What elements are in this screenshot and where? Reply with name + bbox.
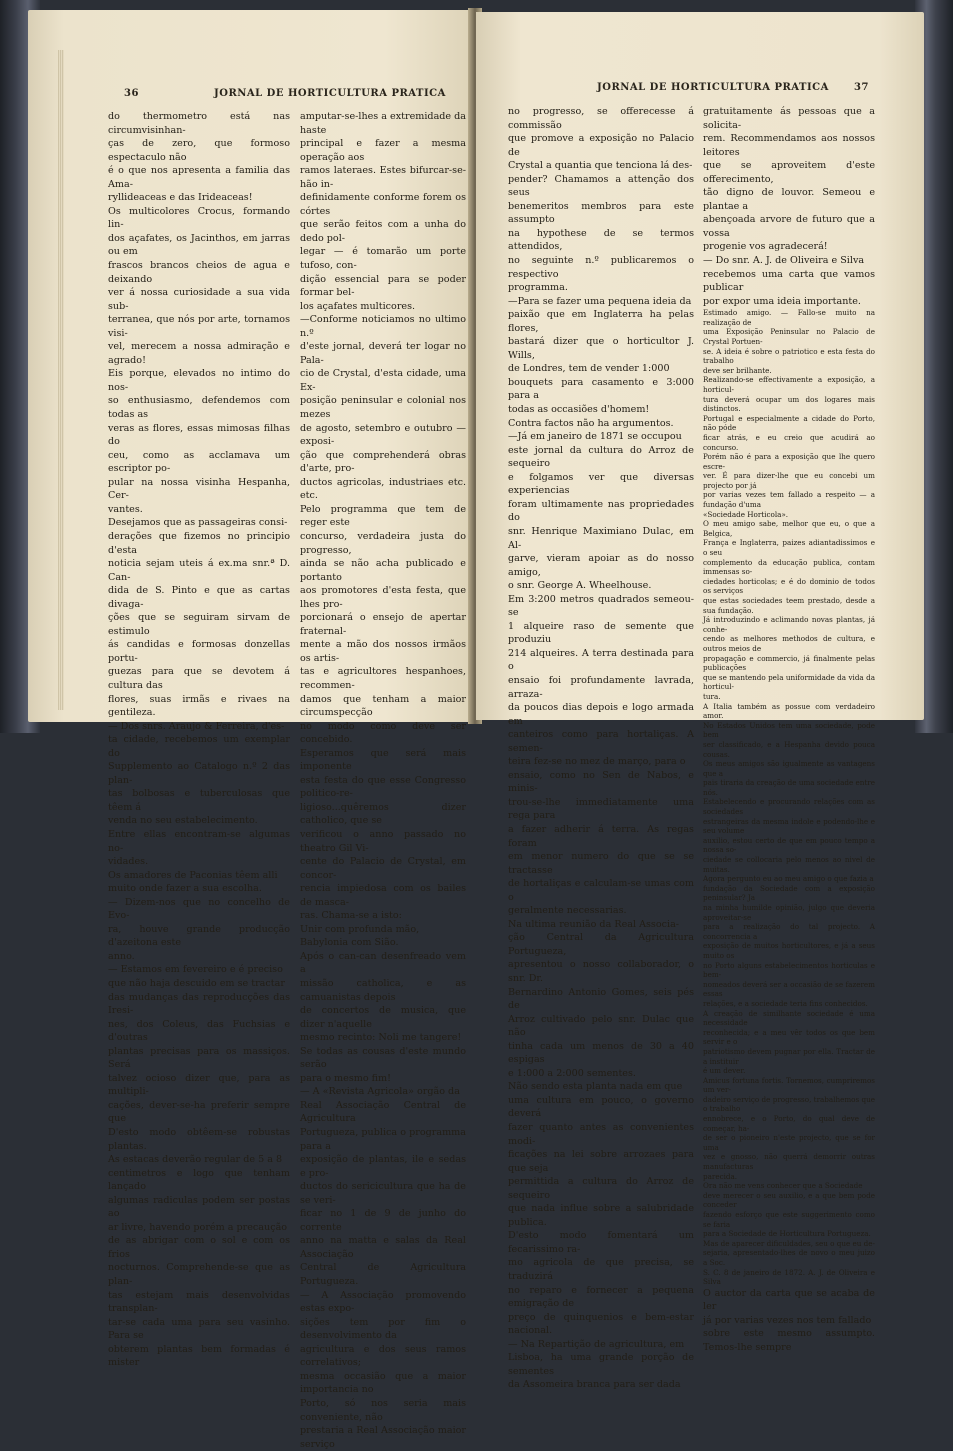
text-line: Porto, só nos seria mais conveniente, não: [300, 1397, 466, 1423]
text-line: garve, vieram apoiar as do nosso amigo,: [508, 553, 694, 578]
text-line: que se aproveitem d'este offerecimento,: [703, 160, 875, 185]
text-line: talvez ocioso dizer que, para as multipli-: [108, 1072, 290, 1098]
text-line: no seguinte n.º publicaremos o respectivo: [508, 255, 694, 280]
text-line: dida de S. Pinto e que as cartas divaga-: [108, 585, 290, 610]
text-line: noticia sejam uteis á ex.ma snr.ª D. Can-: [108, 558, 290, 583]
text-line: estrangeiras da mesma indole e podendo-lhe e seu volume: [703, 816, 875, 836]
text-line: ennobrece, e o Porto, do qual deve de começar, ha-: [703, 1114, 875, 1133]
text-line: parecida.: [703, 1171, 738, 1181]
text-line: tas e agricultores hespanhoes, recommen-: [300, 666, 466, 691]
text-line: este jornal da cultura do Arroz de sequeiro: [508, 444, 694, 470]
text-line: tura deverá ocupar um dos logares mais distinctos.: [703, 394, 875, 414]
page-edges: [58, 50, 64, 710]
text-line: Portugueza, publica o programma para a: [300, 1127, 466, 1152]
text-line: Realizando-se effectivamente a exposição, a horticul-: [703, 375, 875, 394]
text-line: missão catholica, e as camuanistas depois: [300, 978, 466, 1003]
text-line: deve merecer o seu auxilio, e a que bem pode conceder: [703, 1190, 875, 1210]
text-line: Lisboa, ha uma grande porção de sementes: [508, 1352, 694, 1377]
text-line: para a realização do tal projecto. A concorrencia a: [703, 922, 875, 941]
text-line: Porém não é para a exposição que lhe quero escre-: [703, 452, 875, 471]
text-line: ção que comprehenderá obras d'arte, pro-: [300, 449, 466, 475]
text-line: patriotismo devem pugnar por ella. Tractar de a instituir: [703, 1046, 875, 1066]
text-line: plantas precisas para os massiços. Será: [108, 1045, 290, 1071]
text-line: verificou o anno passado no theatro Gil Vi-: [300, 828, 466, 854]
text-line: — Estamos em fevereiro e é preciso: [108, 964, 283, 976]
left-page: [28, 10, 474, 1450]
text-line: nocturnos. Comprehende-se que as plan-: [108, 1262, 290, 1288]
text-line: sobre este mesmo assumpto. Temos-lhe sempre: [703, 1328, 875, 1353]
text-line: complemento da educação publica, contam immensas so-: [703, 557, 875, 577]
text-line: — Dos snrs. Araujo & Ferreira, d'es-: [108, 720, 285, 732]
text-line: mesma occasião que a maior importancia no: [300, 1370, 466, 1396]
text-line: tão digno de louvor. Semeou e plantae a: [703, 187, 875, 212]
text-line: pais tiraria da creação de uma sociedade entre nós.: [703, 778, 875, 797]
text-line: do thermometro está nas circumvisinhan-: [108, 111, 290, 136]
text-line: fundação da Sociedade com a exposição peninsular? Ja: [703, 883, 875, 903]
text-line: Eis porque, elevados no intimo do nos-: [108, 368, 290, 393]
text-line: por varias vezes tem fallado a respeito — a fundação d'uma: [703, 490, 875, 510]
text-line: Em 3:200 metros quadrados semeou-se: [508, 593, 694, 619]
text-line: progenie vos agradecerá!: [703, 241, 828, 253]
text-line: D'esto modo obtêem-se robustas plantas.: [108, 1127, 290, 1152]
text-line: de Londres, tem de vender 1:000: [508, 363, 670, 375]
text-line: Babylonia com Sião.: [300, 937, 399, 949]
text-line: Desejamos que as passageiras consi-: [108, 517, 288, 529]
text-line: ficar atrás, e eu creio que acudirá ao concurso.: [703, 432, 875, 452]
text-line: dadeiro serviço de progresso, trabalhemos que o trabalho: [703, 1094, 875, 1114]
text-line: no reparo e fornecer a pequena emigração de: [508, 1284, 694, 1310]
text-line: exposição de plantas, ile e sedas e pro-: [300, 1154, 466, 1179]
text-line: Estimado amigo. — Fallo-se muito na realização de: [703, 308, 875, 327]
text-line: sições tem por fim o desenvolvimento da: [300, 1316, 466, 1342]
text-line: França e Inglaterra, paizes adiantadissimos e o seu: [703, 538, 875, 558]
text-line: mesmo recinto: Noli me tangere!: [300, 1032, 462, 1044]
text-line: Arroz cultivado pelo snr. Dulac que não: [508, 1013, 694, 1039]
text-line: em menor numero do que se se tractasse: [508, 851, 694, 876]
text-line: d'este jornal, deverá ter logar no Pala-: [300, 341, 466, 366]
text-line: teira fez-se no mez de março, para o: [508, 756, 686, 768]
text-line: uma cultura em pouco, o governo deverá: [508, 1094, 694, 1120]
text-line: Contra factos não ha argumentos.: [508, 417, 674, 429]
text-line: permittida a cultura do Arroz de sequeiro: [508, 1176, 694, 1201]
text-line: ensaio foi profundamente lavrada, arraza-: [508, 674, 694, 700]
text-line: vez e gnosso, não querrá demorrir outras manufacturas: [703, 1152, 875, 1172]
text-line: tas bolbosas e tuberculosas que têem á: [108, 788, 290, 813]
text-line: deve ser brilhante.: [703, 365, 772, 375]
text-line: — A «Revista Agricola» orgão da: [300, 1086, 460, 1098]
text-line: terranea, que nós por arte, tornamos visi-: [108, 314, 290, 339]
text-line: e folgamos ver que diversas experiencias: [508, 471, 694, 497]
text-line: que não haja descuido em se tractar: [108, 978, 285, 989]
text-line: da Assomeira branca para ser dada: [508, 1379, 681, 1391]
text-line: tas estejam mais desenvolvidas transplan-: [108, 1289, 290, 1315]
text-line: principal e fazer a mesma operação aos: [300, 138, 466, 163]
text-line: de agosto, setembro e outubro — exposi-: [300, 422, 466, 448]
right-running-head: JORNAL DE HORTICULTURA PRATICA: [597, 82, 829, 93]
text-line: ra, houve grande producção d'azeitona este: [108, 923, 290, 949]
text-line: pender? Chamamos a attenção dos seus: [508, 173, 694, 199]
text-line: de ser o pioneiro n'este projecto, que se for uma: [703, 1133, 875, 1152]
text-line: na hypothese de se termos attendidos,: [508, 227, 694, 253]
right-column-2: [703, 105, 875, 1355]
text-line: ás candidas e formosas donzellas portu-: [108, 639, 290, 664]
text-line: ver. É para dizer-lhe que eu concebi um projecto por já: [703, 471, 875, 490]
text-line: cações, dever-se-ha preferir sempre que: [108, 1099, 290, 1125]
text-line: preço de quinquenios e bem-estar nacional.: [508, 1311, 694, 1337]
text-line: programma.: [508, 282, 568, 294]
right-page-number: 37: [854, 82, 869, 93]
text-line: aos promotores d'esta festa, que lhes pro-: [300, 585, 466, 610]
text-line: damos que tenham a maior circumspecção: [300, 693, 466, 719]
text-line: Os amadores de Paconias têem alli: [108, 869, 278, 881]
text-line: 1 alqueire raso de semente que produziu: [508, 620, 694, 646]
text-line: ductos do sericicultura que ha de se veri-: [300, 1181, 466, 1206]
text-line: D'esto modo fomentará um fecarissimo ra-: [508, 1230, 694, 1255]
text-line: Supplemento ao Catalogo n.º 2 das plan-: [108, 761, 290, 786]
text-line: nomeados deverá ser a occasião de se fazerem essas: [703, 979, 875, 999]
text-line: «Sociedade Horticola».: [703, 509, 789, 519]
text-line: ar livre, havendo porém a precaução: [108, 1221, 288, 1233]
text-line: Unir com profunda mão,: [300, 923, 420, 935]
text-line: concurso, verdadeira justa do progresso,: [300, 530, 466, 556]
text-line: Já introduzindo e aclimando novas plantas, já conhe-: [703, 615, 875, 634]
text-line: — Dizem-nos que no concelho de Evo-: [108, 896, 290, 922]
text-line: geralmente necessarias.: [508, 905, 627, 917]
text-line: no Porto alguns estabelecimentos horticulas e bem-: [703, 960, 875, 980]
text-line: O auctor da carta que se acaba de ler: [703, 1287, 875, 1313]
left-column-2: [300, 110, 466, 1451]
text-line: nes, dos Coleus, das Fuchsias e d'outras: [108, 1018, 290, 1044]
text-line: e 1:000 a 2:000 sementes.: [508, 1067, 636, 1079]
text-line: venda no seu estabelecimento.: [108, 815, 258, 827]
text-line: derações que fizemos no principio d'esta: [108, 530, 290, 556]
text-line: já por varias vezes nos tem fallado: [703, 1314, 872, 1326]
text-line: Central de Agricultura Portugueza.: [300, 1262, 466, 1288]
text-line: cendo as melhores methodos de cultura, e outros meios de: [703, 634, 875, 653]
text-line: tura.: [703, 691, 721, 701]
text-line: Ora não me vens conhecer que a Sociedade: [703, 1181, 863, 1191]
text-line: —Já em janeiro de 1871 se occupou: [508, 431, 682, 443]
text-line: anno na matta e salas da Real Associação: [300, 1235, 466, 1260]
text-line: Se todas as cousas d'este mundo serão: [300, 1045, 466, 1071]
text-line: ciedades horticolas; e é do dominio de todos os serviços: [703, 576, 875, 596]
text-line: S. C. 8 de janeiro de 1872. A. J. de Oliveira e Silva: [703, 1267, 875, 1287]
text-line: de hortaliças e calculam-se umas com o: [508, 878, 694, 903]
text-line: mo agricola de que precisa, se traduzirá: [508, 1257, 694, 1283]
text-line: ver á nossa curiosidade a sua vida sub-: [108, 287, 290, 312]
text-line: no modo como deve ser concebido.: [300, 720, 466, 746]
left-page-number: 36: [124, 88, 139, 99]
text-line: é um dever.: [703, 1066, 746, 1076]
text-line: —Conforme noticiamos no ultimo n.º: [300, 314, 466, 339]
text-line: Após o can-can desenfreado vem a: [300, 950, 466, 976]
text-line: apresentou o nosso collaborador, o snr. Dr.: [508, 959, 694, 984]
text-line: que estas sociedades teem prestado, desde a sua fundação.: [703, 596, 875, 615]
text-line: Entre ellas encontram-se algumas no-: [108, 828, 290, 854]
right-column-1: [508, 105, 694, 1392]
text-line: de as abrigar com o sol e com os frios: [108, 1235, 290, 1260]
text-line: flores, suas irmãs e rivaes na gentileza.: [108, 693, 290, 719]
text-line: agricultura e dos seus ramos correlativos;: [300, 1343, 466, 1369]
text-line: benemeritos membros para este assumpto: [508, 200, 694, 226]
text-line: Esperamos que será mais imponente: [300, 747, 466, 773]
text-line: ainda se não acha publicado e portanto: [300, 558, 466, 583]
text-line: Crystal a quantia que tenciona lá des-: [508, 160, 693, 172]
text-line: guezas para que se devotem á cultura das: [108, 666, 290, 691]
text-line: das mudanças das reproducções das Iresi-: [108, 991, 290, 1017]
text-line: cio de Crystal, d'esta cidade, uma Ex-: [300, 368, 466, 393]
text-line: ficar no 1 de 9 de junho do corrente: [300, 1208, 466, 1233]
text-line: relações, e a sociedade teria fins conhecidos.: [703, 998, 868, 1008]
text-line: bouquets para casamento e 3:000 para a: [508, 376, 694, 402]
text-line: vidades.: [108, 856, 149, 868]
text-line: obterem plantas bem formadas é mister: [108, 1343, 290, 1369]
text-line: reconhecida; e a meu vêr todos os que bem servir e o: [703, 1027, 875, 1047]
text-line: Mas de aparecer dificuldades, seu o que eu de-: [703, 1238, 875, 1248]
text-line: trou-se-lhe immediatamente uma rega para: [508, 796, 694, 822]
text-line: — Do snr. A. J. de Oliveira e Silva: [703, 255, 865, 267]
text-line: muito onde fazer a sua escolha.: [108, 883, 262, 895]
text-line: propagação e commercio, já finalmente pelas publicações: [703, 653, 875, 673]
text-line: a fazer adherir á terra. As regas foram: [508, 823, 694, 849]
text-line: so enthusiasmo, defendemos com todas as: [108, 395, 290, 421]
text-line: que se mantendo pela uniformidade da vida da horticul-: [703, 672, 875, 692]
text-line: esta festa do que esse Congresso politico-re-: [300, 774, 466, 800]
text-line: ryllideaceas e das Irideaceas!: [108, 192, 253, 204]
text-line: ceu, como as acclamava um escriptor po-: [108, 449, 290, 475]
left-column-1: [108, 110, 290, 1370]
text-line: legar — é tomarão um porte tufoso, con-: [300, 246, 466, 272]
text-line: fazer quanto antes as convenientes modi-: [508, 1122, 694, 1147]
text-line: de concertos de musica, que dizer n'aquelle: [300, 1005, 466, 1030]
text-line: sejaria, apresentado-lhes de novo o meu juizo a Soc.: [703, 1248, 875, 1267]
text-line: porcionará o ensejo de apertar fraternal-: [300, 612, 466, 637]
text-line: fazendo esforço que este suggerimento como se faria: [703, 1210, 875, 1229]
text-line: anno.: [108, 950, 135, 962]
text-line: pular na nossa visinha Hespanha, Cer-: [108, 476, 290, 502]
text-line: vantes.: [108, 503, 143, 515]
text-line: los açafates multicores.: [300, 300, 416, 312]
text-line: ramos lateraes. Estes bifurcar-se-hão in-: [300, 165, 466, 190]
text-line: é o que nos apresenta a familia das Ama-: [108, 165, 290, 190]
text-line: veras as flores, essas mimosas filhas do: [108, 422, 290, 448]
text-line: tinha cada um menos de 30 a 40 espigas: [508, 1040, 694, 1066]
text-line: se. A ideia é sobre o patriotico e esta festa do trabalho: [703, 346, 875, 366]
text-line: bastará dizer que o horticultor J. Wills,: [508, 336, 694, 361]
text-line: ductos agricolas, industriaes etc. etc.: [300, 476, 466, 502]
text-line: todas as occasiões d'homem!: [508, 404, 650, 416]
text-line: o snr. George A. Wheelhouse.: [508, 580, 652, 592]
left-running-head: JORNAL DE HORTICULTURA PRATICA: [214, 88, 446, 99]
text-line: ções que se seguiram sirvam de estimulo: [108, 612, 290, 637]
text-line: abençoada arvore de futuro que a vossa: [703, 214, 875, 239]
text-line: frascos brancos cheios de agua e deixando: [108, 260, 290, 285]
text-line: A creação de similhante sociedade é uma necessidade: [703, 1008, 875, 1028]
text-line: recebemos uma carta que vamos publicar: [703, 268, 875, 294]
text-line: A Italia também as possue com verdadeiro amor.: [703, 701, 875, 721]
text-line: no progresso, se offerecesse á commissão: [508, 106, 694, 131]
text-line: paixão que em Inglaterra ha pelas flores,: [508, 309, 694, 334]
text-line: vel, merecem a nossa admiração e agrado!: [108, 341, 290, 366]
text-line: Não sendo esta planta nada em que: [508, 1081, 683, 1093]
text-line: algumas radiculas podem ser postas ao: [108, 1194, 290, 1220]
text-line: dos açafates, os Jacinthos, em jarras ou em: [108, 232, 290, 258]
text-line: O meu amigo sabe, melhor que eu, o que a Belgica,: [703, 519, 875, 538]
text-line: snr. Henrique Maximiano Dulac, em Al-: [508, 525, 694, 551]
text-line: posição peninsular e colonial nos mezes: [300, 395, 466, 421]
text-line: — Na Repartição de agricultura, em: [508, 1338, 685, 1350]
text-line: que promove a exposição no Palacio de: [508, 133, 694, 158]
text-line: No Estados Unidos tem uma sociedade, pode bem: [703, 720, 875, 740]
text-line: ficações na lei sobre arrozaes para que seja: [508, 1149, 694, 1174]
text-line: por expor uma ideia importante.: [703, 295, 861, 307]
text-line: Estabelecendo e procurando relações com as sociedades: [703, 797, 875, 817]
text-line: centimetros e logo que tenham lançado: [108, 1167, 290, 1193]
text-line: Na ultima reunião da Real Associa-: [508, 918, 680, 930]
text-line: Os meus amigos são igualmente as vantagens que a: [703, 759, 875, 778]
text-line: ligioso...quêremos dizer catholico, que se: [300, 801, 466, 827]
text-line: dição essencial para se poder formar bel-: [300, 273, 466, 299]
text-line: que serão feitos com a unha do dedo pol-: [300, 219, 466, 244]
text-line: foram ultimamente nas propriedades do: [508, 498, 694, 524]
text-line: ras. Chama-se a isto:: [300, 910, 402, 922]
text-line: — A Associação promovendo estas expo-: [300, 1289, 466, 1315]
text-line: definidamente conforme forem os córtes: [300, 192, 466, 217]
text-line: Os multicolores Crocus, formando lin-: [108, 205, 290, 231]
text-line: cente do Palacio de Crystal, em concor-: [300, 856, 466, 881]
text-line: da poucos dias depois e logo armada em: [508, 702, 694, 727]
text-line: Portugal e especialmente a cidade do Porto, não póde: [703, 413, 875, 433]
text-line: que nada influe sobre a salubridade publica.: [508, 1203, 694, 1228]
text-line: 214 alqueires. A terra destinada para o: [508, 647, 694, 673]
text-line: mente a mão dos nossos irmãos os artis-: [300, 639, 466, 664]
text-line: ças de zero, que formoso espectaculo não: [108, 138, 290, 163]
text-line: auxilio, estou certo de que em pouco tempo a nossa so-: [703, 835, 875, 855]
text-line: Amicus fortuna fortis. Tornemos, cumpriremos um ver-: [703, 1075, 875, 1095]
text-line: Bernardino Antonio Gomes, seis pés de: [508, 986, 694, 1012]
text-line: prestaria a Real Associação maior serviço: [300, 1425, 466, 1450]
text-line: Agora pergunto eu ao meu amigo o que fazia a: [703, 874, 874, 884]
text-line: exposição de muitos horticultores, e já a seus muito os: [703, 941, 875, 960]
text-line: uma Exposição Peninsular no Palacio de Crystal Portuen-: [703, 327, 875, 346]
text-line: Pelo programma que tem de reger este: [300, 503, 466, 529]
text-line: Real Associação Central de Agricultura: [300, 1099, 466, 1125]
text-line: para o mesmo fim!: [300, 1072, 392, 1084]
text-line: ciedade se collocaria pelo menos ao nivel de muitas.: [703, 855, 875, 874]
text-line: ser classificado, e a Hespanha devido pouca cousas.: [703, 739, 875, 759]
text-line: ensaio, como no Sen de Nabos, e minis-: [508, 769, 694, 795]
text-line: rem. Recommendamos aos nossos leitores: [703, 133, 875, 158]
text-line: tar-se cada uma para seu vasinho. Para se: [108, 1316, 290, 1342]
text-line: ta cidade, recebemos um exemplar do: [108, 734, 290, 759]
right-page: [476, 12, 924, 1391]
text-line: amputar-se-lhes a extremidade da haste: [300, 111, 467, 136]
text-line: ção Central da Agricultura Portugueza,: [508, 932, 694, 957]
text-line: As estacas deverão regular de 5 a 8: [108, 1154, 283, 1166]
text-line: canteiros como para hortaliças. A semen-: [508, 729, 694, 754]
text-line: —Para se fazer uma pequena ideia da: [508, 295, 692, 307]
text-line: gratuitamente ás pessoas que a solicita-: [703, 106, 875, 131]
text-line: na minha humilde opinião, julgo que deveria aproveitar-se: [703, 903, 875, 922]
text-line: para a Sociedade de Horticultura Portugueza.: [703, 1229, 871, 1239]
text-line: rencia impiedosa com os bailes de masca-: [300, 883, 466, 908]
